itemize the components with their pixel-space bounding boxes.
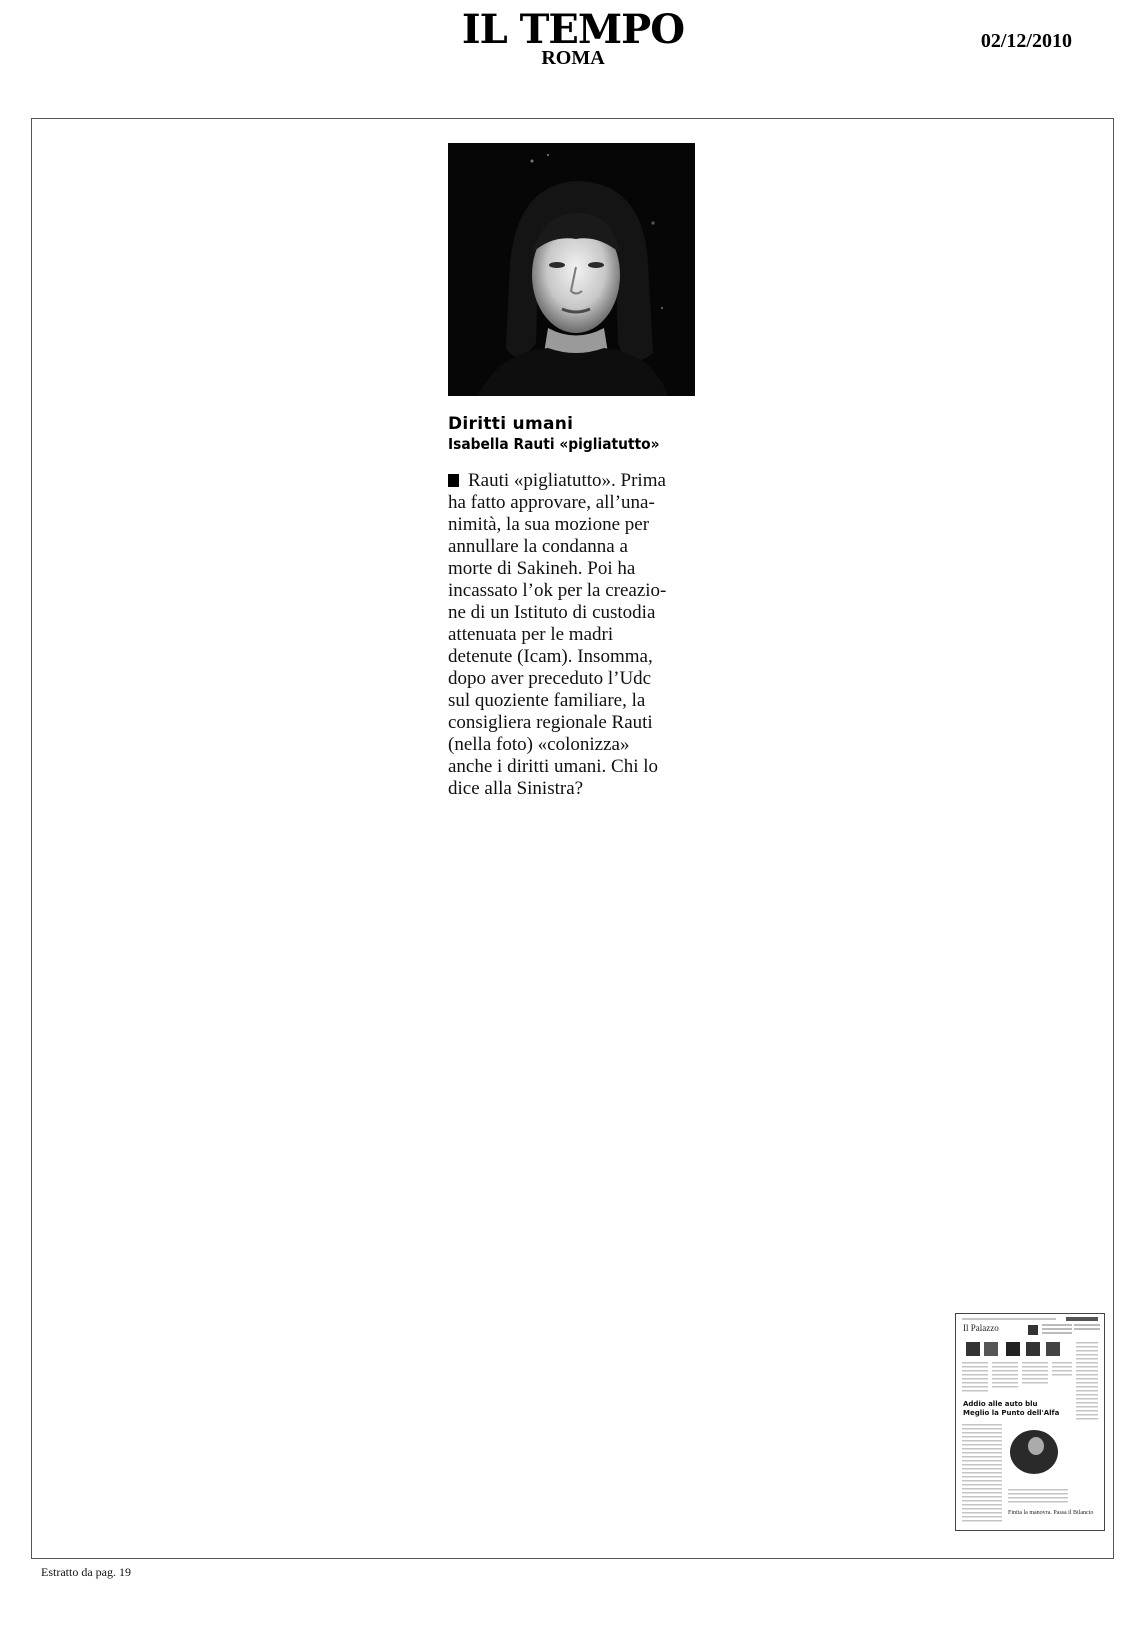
portrait-image (448, 143, 695, 396)
article-body (448, 470, 698, 800)
masthead (0, 8, 1146, 68)
article-body-text: Rauti «pigliatutto». Prima ha fatto approvare, all’una- nimità, la sua mozione per annullare la condanna a morte di Sakineh. Poi ha incassato l’ok per la creazio- ne di un Istituto di custodia attenuata per le madri detenute (Icam). Insomma, dopo aver preceduto l’Udc sul quoziente familiare, la consigliera regionale Rauti (nella foto) «colonizza» anche i diritti umani. Chi lo dice alla Sinistra? (448, 470, 667, 799)
extract-source: Estratto da pag. 19 (41, 1565, 131, 1579)
thumb-headline-1: Addio alle auto blu (963, 1400, 1038, 1408)
article-headline: Isabella Rauti «pigliatutto» (448, 435, 660, 453)
thumb-caption: Finita la manovra. Passa il Bilancio (1008, 1510, 1094, 1516)
thumb-headline-2: Meglio la Punto dell'Alfa (963, 1409, 1060, 1417)
page-thumbnail (955, 1313, 1105, 1531)
newspaper-edition: ROMA (541, 47, 605, 69)
page-thumbnail-image (956, 1314, 1104, 1530)
thumb-section: Il Palazzo (963, 1323, 999, 1333)
bullet-square-icon (448, 474, 459, 487)
article-kicker: Diritti umani (448, 414, 574, 434)
publication-date: 02/12/2010 (980, 30, 1072, 52)
newspaper-title: IL TEMPO (461, 6, 685, 53)
portrait-photo (448, 143, 695, 396)
article (448, 414, 698, 800)
